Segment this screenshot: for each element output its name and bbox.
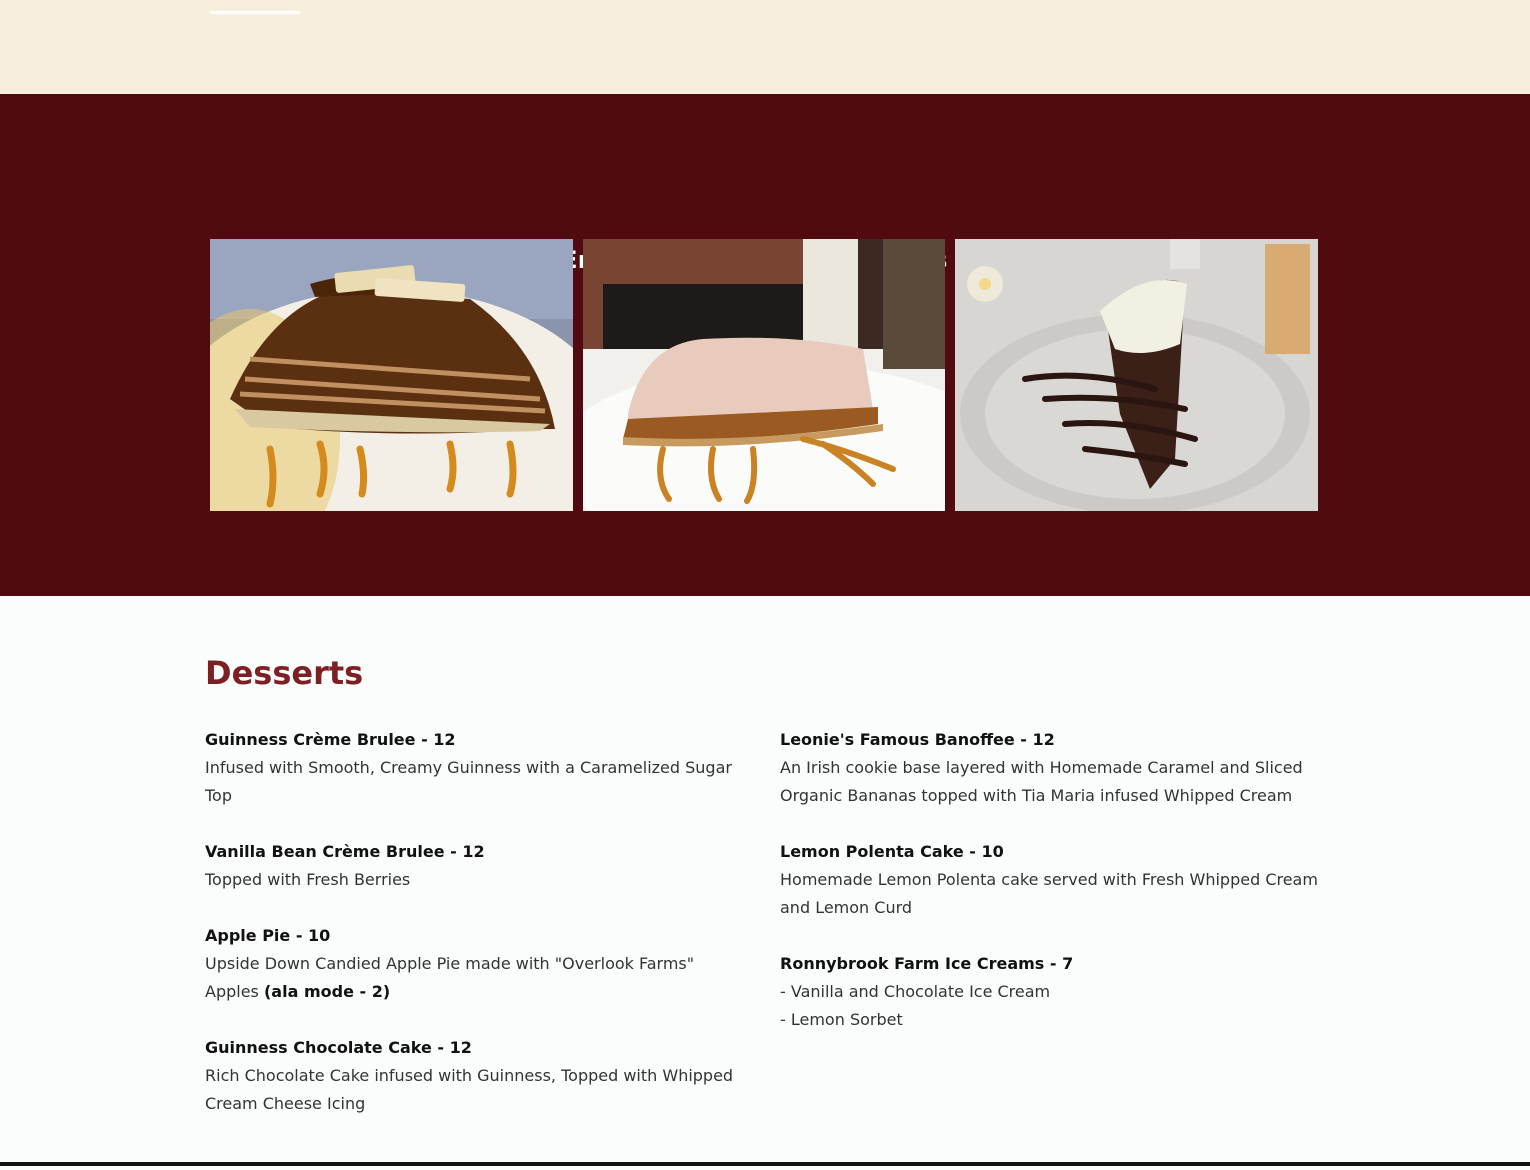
menu-item <box>205 726 745 810</box>
desserts-section <box>0 596 1530 1166</box>
footer-edge <box>0 1162 1530 1166</box>
apple-pie-photo[interactable] <box>210 239 573 511</box>
banoffee-pie-photo[interactable] <box>583 239 945 511</box>
specials-gallery <box>210 239 1318 511</box>
menu-item-description: An Irish cookie base layered with Homemade Caramel and Sliced Organic Bananas topped with Tia Maria infused Whipped Cream <box>780 758 1303 805</box>
menu-item <box>780 726 1320 810</box>
menu-item-name: Vanilla Bean Crème Brulee - 12 <box>205 842 485 861</box>
menu-item-description <box>205 950 745 1006</box>
menu-item <box>205 838 745 894</box>
menu-item-name: Guinness Chocolate Cake - 12 <box>205 1038 472 1057</box>
menu-item <box>205 922 745 1006</box>
menu-item-name: Ronnybrook Farm Ice Creams - 7 <box>780 954 1074 973</box>
desserts-right-column <box>780 726 1320 1062</box>
menu-item-description: Rich Chocolate Cake infused with Guinness, Topped with Whipped Cream Cheese Icing <box>205 1066 734 1113</box>
menu-item-name: Apple Pie - 10 <box>205 926 331 945</box>
menu-item <box>205 1034 745 1118</box>
specials-section <box>0 94 1530 596</box>
menu-item-description-text: Upside Down Candied Apple Pie made with "Overlook Farms" Apples <box>205 954 695 1001</box>
ala-mode-note: (ala mode - 2) <box>263 982 391 1001</box>
menu-item-description: - Vanilla and Chocolate Ice Cream <box>780 982 1051 1001</box>
menu-item-description: Topped with Fresh Berries <box>205 870 411 889</box>
cut-off-text <box>210 0 540 2</box>
menu-item-description: Infused with Smooth, Creamy Guinness with a Caramelized Sugar Top <box>205 758 732 805</box>
menu-item-name: Leonie's Famous Banoffee - 12 <box>780 730 1055 749</box>
chocolate-cake-photo[interactable] <box>955 239 1318 511</box>
menu-item <box>780 950 1320 1034</box>
menu-item-description: Homemade Lemon Polenta cake served with Fresh Whipped Cream and Lemon Curd <box>780 870 1318 917</box>
desserts-left-column <box>205 726 745 1146</box>
menu-item-name: Lemon Polenta Cake - 10 <box>780 842 1004 861</box>
top-band <box>0 0 1530 94</box>
menu-item-name: Guinness Crème Brulee - 12 <box>205 730 456 749</box>
menu-item-description-line2: - Lemon Sorbet <box>780 1010 903 1029</box>
desserts-title: Desserts <box>205 654 364 692</box>
menu-item <box>780 838 1320 922</box>
